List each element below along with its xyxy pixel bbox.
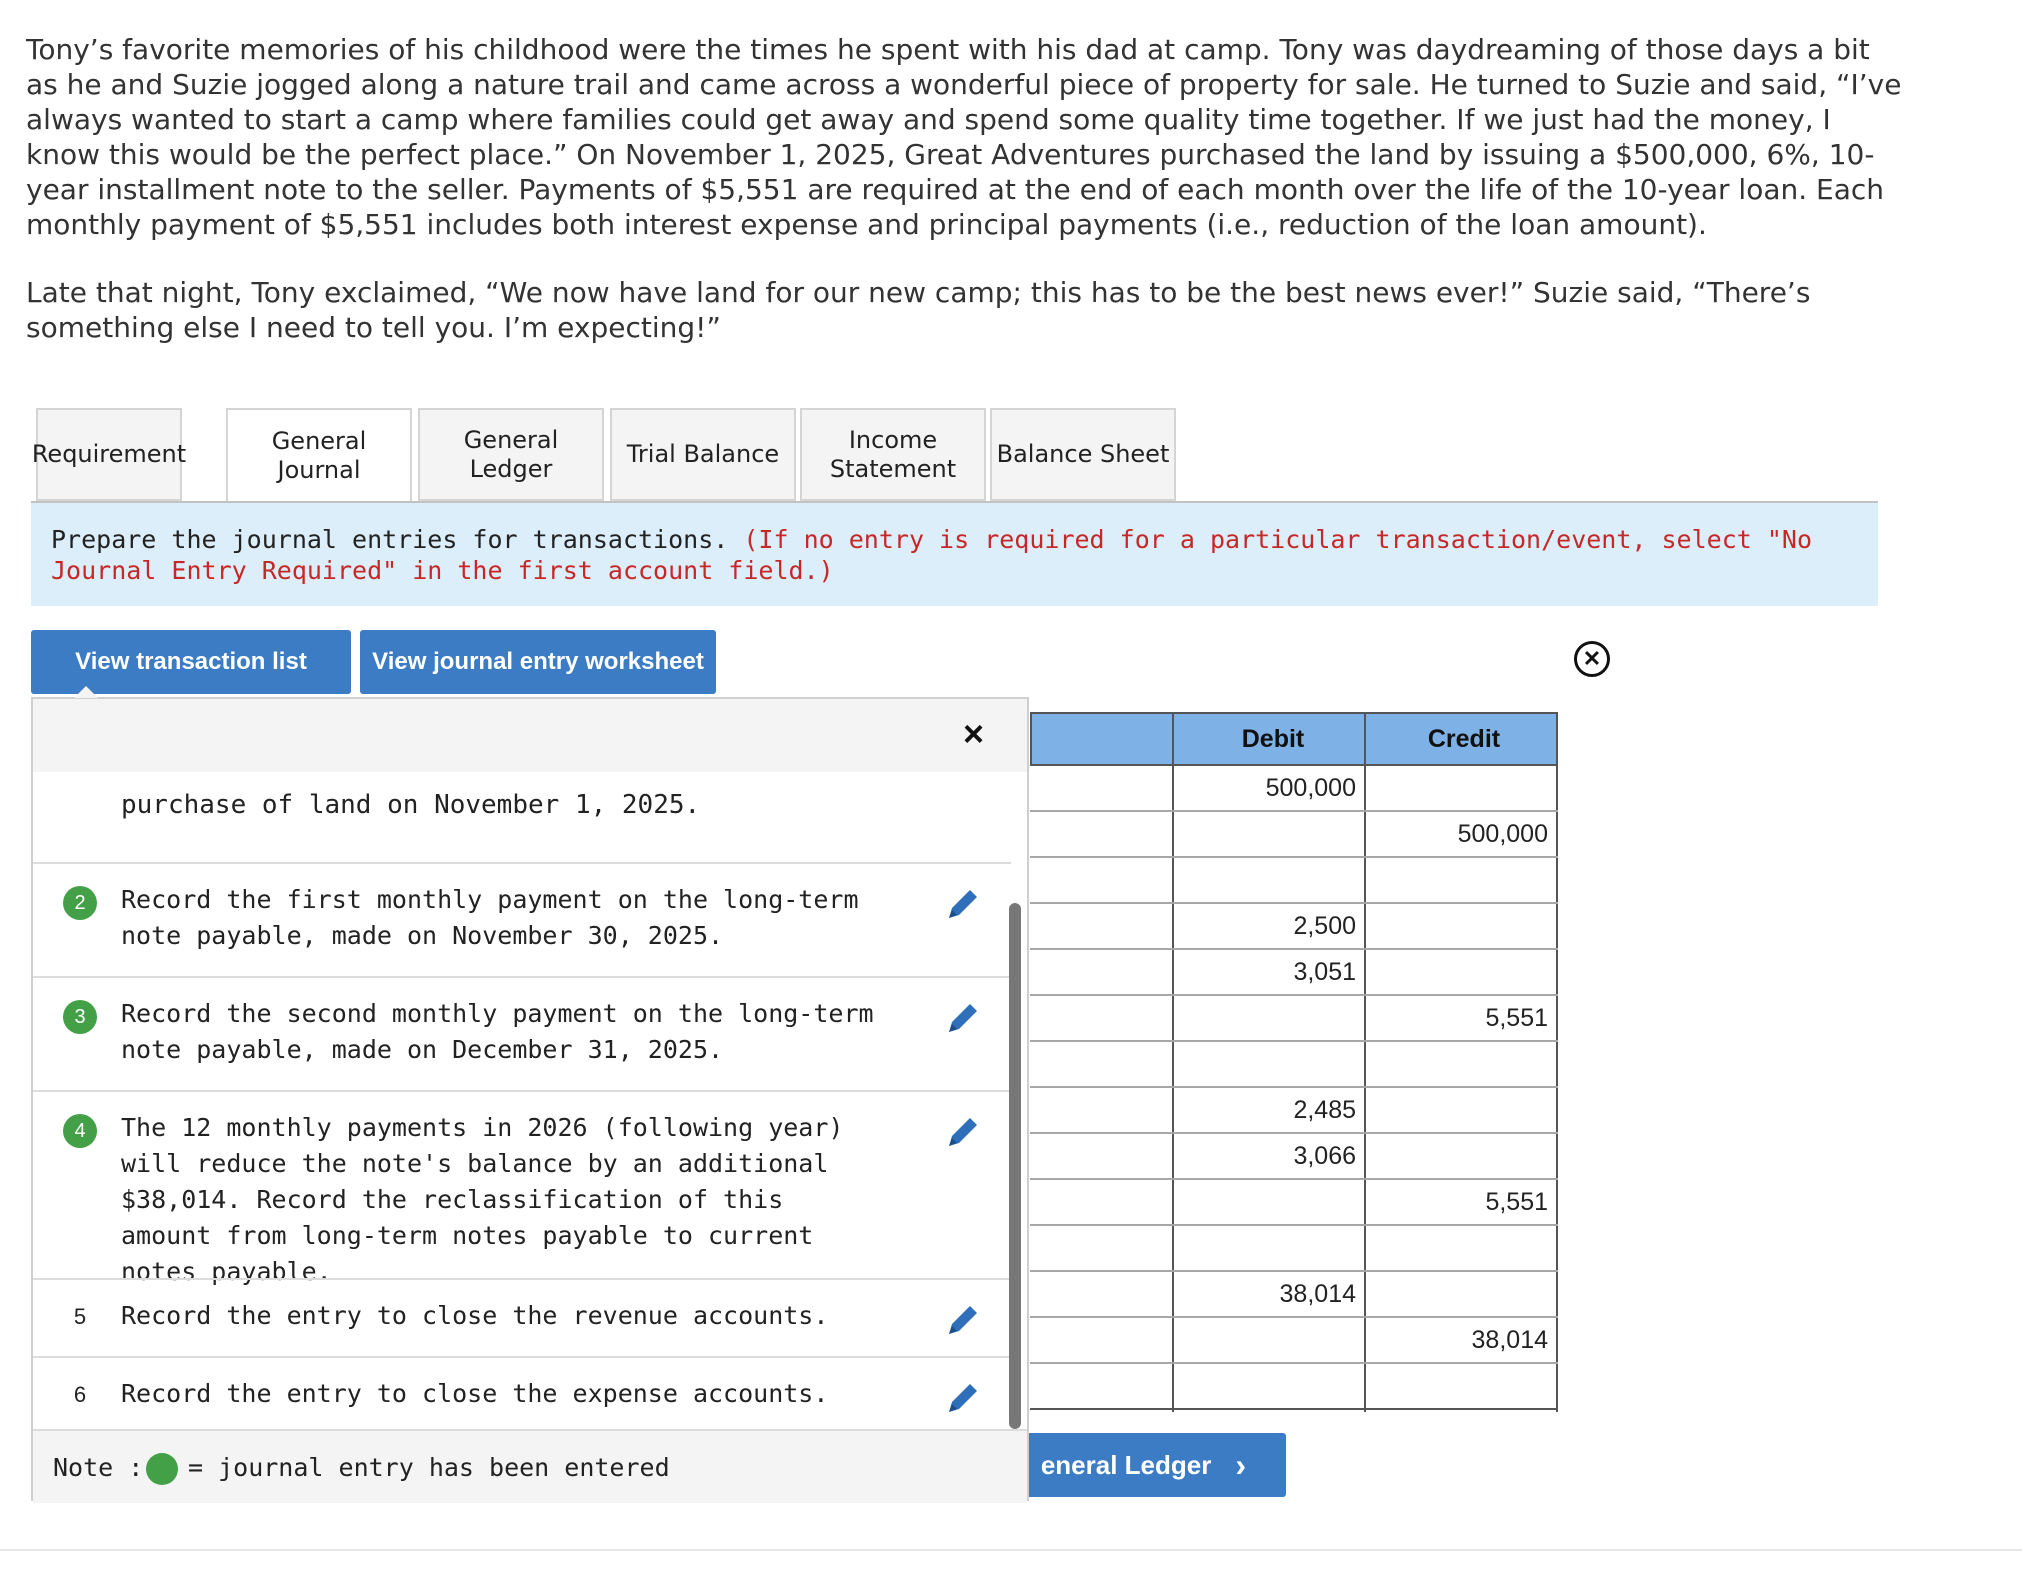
tab-general-journal-label: General Journal <box>271 426 367 484</box>
tab-balance-sheet[interactable]: Balance Sheet <box>990 408 1176 501</box>
transaction-list-popup <box>31 697 1029 1501</box>
journal-table-header <box>1030 712 1558 766</box>
table-row <box>1030 996 1558 1042</box>
note-label: Note : <box>53 1453 144 1482</box>
credit-cell[interactable]: 5,551 <box>1485 1187 1548 1216</box>
debit-header: Debit <box>1241 724 1305 753</box>
transaction-item-3[interactable] <box>33 976 1011 1090</box>
entry-done-badge: 3 <box>63 1000 97 1034</box>
transaction-description: Record the first monthly payment on the long-term note payable, made on November 30, 2025. <box>121 885 859 950</box>
general-ledger-nav-label: eneral Ledger <box>1040 1449 1212 1480</box>
instructions-main: Prepare the journal entries for transactions. <box>51 525 729 554</box>
credit-cell[interactable] <box>1366 766 1556 810</box>
instructions-box <box>31 503 1878 606</box>
debit-cell[interactable]: 3,066 <box>1293 1141 1356 1170</box>
cut-off-transaction-text <box>121 790 701 820</box>
table-row <box>1030 904 1558 950</box>
popup-caret <box>74 686 98 698</box>
transaction-description: The 12 monthly payments in 2026 (following year) will reduce the note's balance by an additional $38,014. Record the reclassification of this amount from long-term notes payable to current notes payable. <box>121 1113 844 1286</box>
debit-cell[interactable] <box>1174 1180 1364 1224</box>
footer-divider <box>0 1549 2022 1551</box>
problem-text <box>26 32 1906 345</box>
credit-cell[interactable] <box>1366 858 1556 902</box>
view-transaction-list-button[interactable]: View transaction list <box>31 630 351 694</box>
credit-cell[interactable] <box>1366 1226 1556 1270</box>
credit-cell[interactable]: 38,014 <box>1471 1325 1548 1354</box>
credit-header: Credit <box>1427 724 1501 753</box>
note-text: = journal entry has been entered <box>188 1453 670 1482</box>
chevron-right-icon: › <box>1235 1446 1246 1483</box>
credit-cell[interactable] <box>1366 950 1556 994</box>
table-row <box>1030 1364 1558 1410</box>
credit-cell[interactable] <box>1366 1042 1556 1086</box>
tab-income-statement-label: Income Statement <box>829 425 957 483</box>
tab-income-statement[interactable] <box>800 408 986 501</box>
credit-cell[interactable]: 500,000 <box>1457 819 1548 848</box>
pencil-icon[interactable] <box>943 1112 983 1152</box>
transaction-description: Record the entry to close the expense accounts. <box>121 1379 829 1408</box>
cut-off-text: purchase of land on November 1, 2025. <box>121 790 701 820</box>
intro-paragraph-2: Late that night, Tony exclaimed, “We now have land for our new camp; this has to be the best news ever!” Suzie said, “There’s something else I need to tell you. I’m expecting!” <box>26 276 1811 344</box>
pencil-icon[interactable] <box>943 998 983 1038</box>
transaction-item-6[interactable] <box>33 1356 1011 1429</box>
popup-header <box>33 699 1027 772</box>
transaction-description: Record the second monthly payment on the long-term note payable, made on December 31, 2025. <box>121 999 874 1064</box>
tab-requirement[interactable]: Requirement <box>36 408 182 501</box>
table-row <box>1030 1134 1558 1180</box>
pencil-icon[interactable] <box>943 884 983 924</box>
table-row <box>1030 1042 1558 1088</box>
table-row <box>1030 1318 1558 1364</box>
transaction-item-2[interactable] <box>33 862 1011 976</box>
green-dot-icon <box>146 1453 178 1485</box>
view-journal-entry-worksheet-button[interactable]: View journal entry worksheet <box>360 630 716 694</box>
entry-number: 5 <box>73 1304 87 1329</box>
credit-cell[interactable] <box>1366 904 1556 948</box>
table-row <box>1030 1226 1558 1272</box>
table-row <box>1030 1272 1558 1318</box>
debit-cell[interactable]: 500,000 <box>1265 773 1356 802</box>
tab-general-ledger-label: General Ledger <box>463 425 559 483</box>
popup-scrollbar[interactable] <box>1009 903 1021 1429</box>
close-icon[interactable]: × <box>963 713 985 754</box>
tab-trial-balance[interactable]: Trial Balance <box>610 408 796 501</box>
table-row <box>1030 950 1558 996</box>
transaction-item-5[interactable] <box>33 1278 1011 1356</box>
transaction-description: Record the entry to close the revenue accounts. <box>121 1301 829 1330</box>
debit-cell[interactable] <box>1174 1042 1364 1086</box>
pencil-icon[interactable] <box>943 1378 983 1418</box>
debit-cell[interactable]: 2,500 <box>1293 911 1356 940</box>
debit-cell[interactable]: 2,485 <box>1293 1095 1356 1124</box>
credit-cell[interactable] <box>1366 1088 1556 1132</box>
credit-cell[interactable] <box>1366 1364 1556 1408</box>
debit-cell[interactable] <box>1174 996 1364 1040</box>
legend-note <box>33 1429 1027 1503</box>
debit-cell[interactable] <box>1174 1226 1364 1270</box>
credit-cell[interactable]: 5,551 <box>1485 1003 1548 1032</box>
tab-general-journal[interactable] <box>226 408 412 503</box>
credit-cell[interactable] <box>1366 1134 1556 1178</box>
instructions-note: (If no entry is required for a particular transaction/event, select "No Journal Entry Required" in the first account field.) <box>51 525 1813 585</box>
debit-cell[interactable] <box>1174 858 1364 902</box>
table-row <box>1030 1088 1558 1134</box>
debit-cell[interactable]: 38,014 <box>1279 1279 1356 1308</box>
pencil-icon[interactable] <box>943 1300 983 1340</box>
table-row <box>1030 1180 1558 1226</box>
credit-cell[interactable] <box>1366 1272 1556 1316</box>
debit-cell[interactable] <box>1174 1318 1364 1362</box>
entry-number: 6 <box>73 1382 87 1407</box>
table-row <box>1030 766 1558 812</box>
tab-general-ledger[interactable] <box>418 408 604 501</box>
debit-cell[interactable] <box>1174 812 1364 856</box>
table-row <box>1030 858 1558 904</box>
intro-paragraph-1: Tony’s favorite memories of his childhood were the times he spent with his dad at camp. Tony was daydreaming of those days a bit as he and Suzie jogged along a nature trail and came across a wonderful piece of property for sale. He turned to Suzie and said, “I’ve always wanted to start a camp where families could get away and spend some quality time together. If we just had the money, I know this would be the perfect place.” On November 1, 2025, Great Adventures purchased the land by issuing a $500,000, 6%, 10-year installment note to the seller. Payments of $5,551 are required at the end of each month over the life of the 10-year loan. Each monthly payment of $5,551 includes both interest expense and principal payments (i.e., reduction of the loan amount). <box>26 33 1902 241</box>
entry-done-badge: 4 <box>63 1114 97 1148</box>
general-ledger-nav-button[interactable] <box>1020 1433 1286 1497</box>
table-row <box>1030 812 1558 858</box>
close-circle-icon[interactable]: ✕ <box>1574 641 1610 677</box>
debit-cell[interactable]: 3,051 <box>1293 957 1356 986</box>
transaction-item-4[interactable] <box>33 1090 1011 1286</box>
debit-cell[interactable] <box>1174 1364 1364 1408</box>
entry-done-badge: 2 <box>63 886 97 920</box>
